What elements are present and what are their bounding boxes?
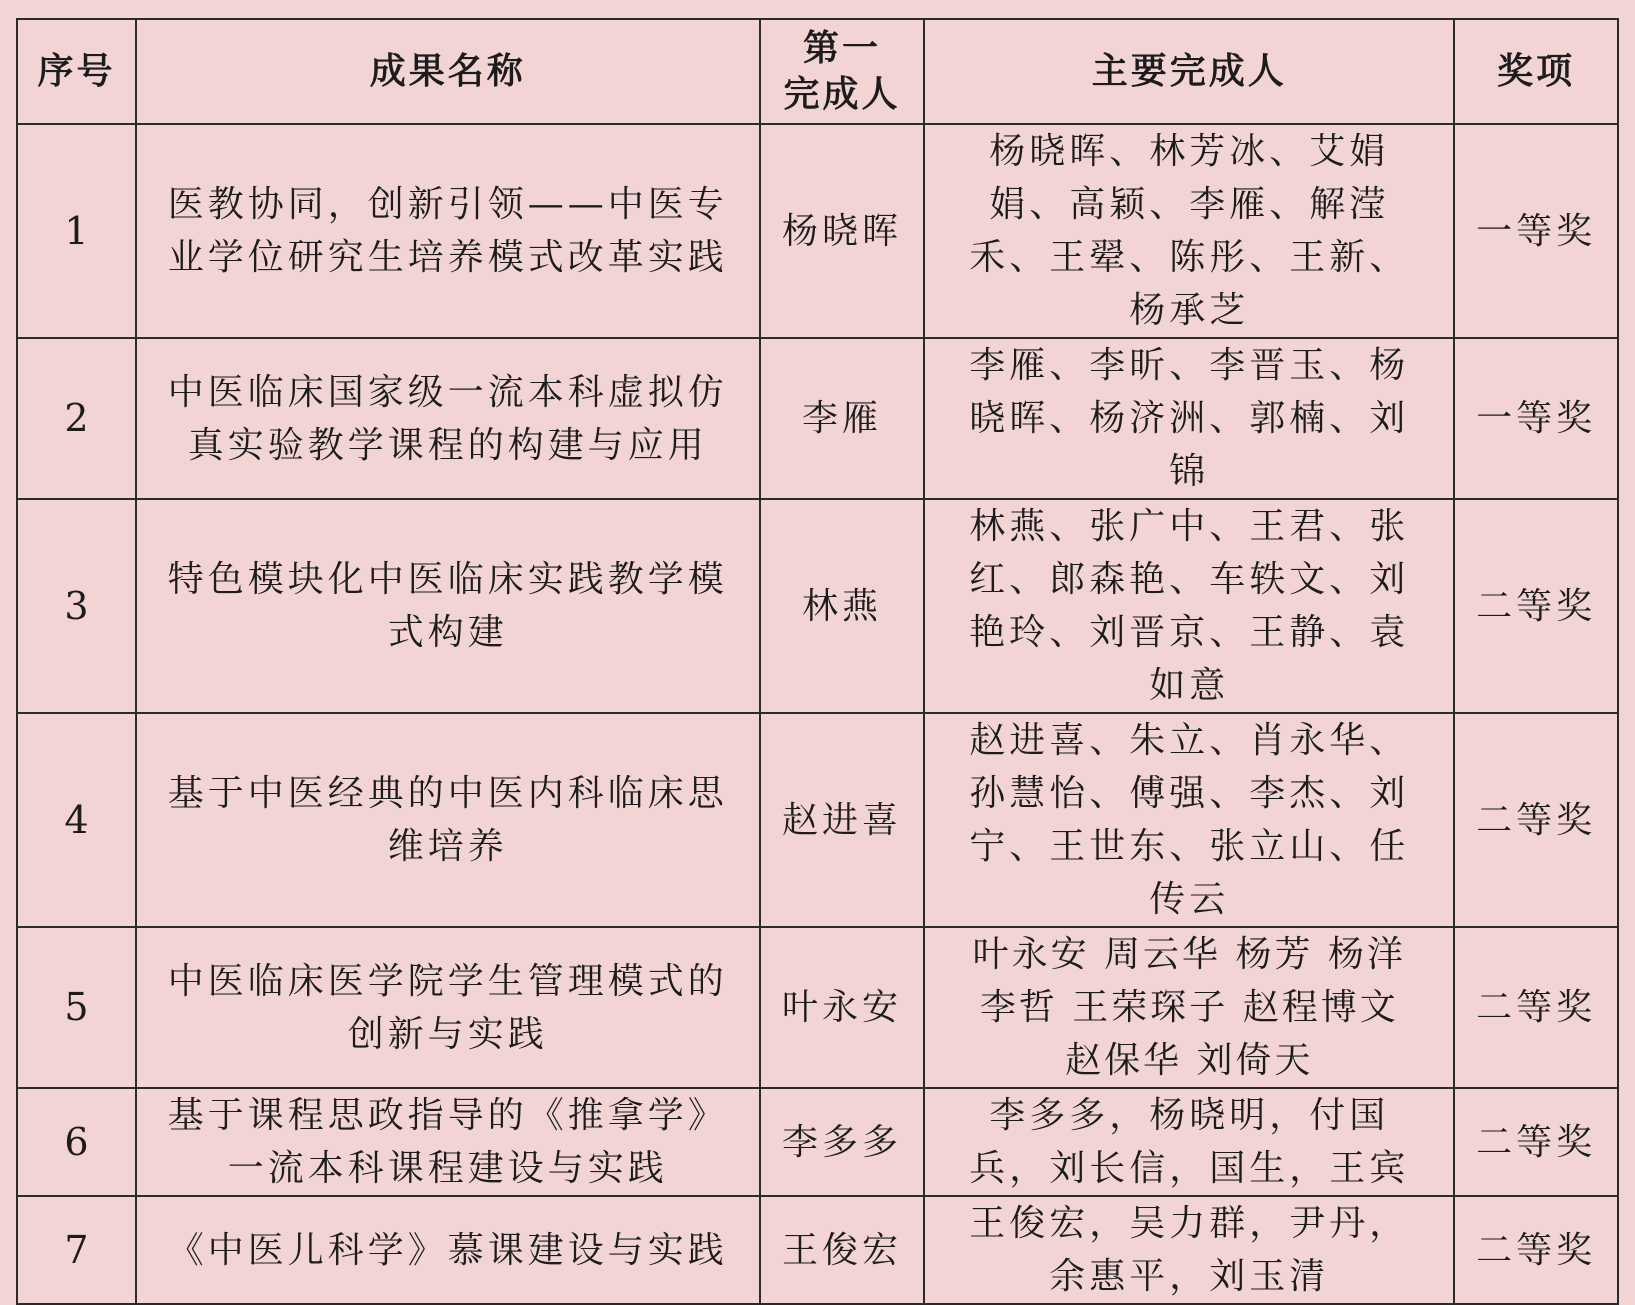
achievement-title: 《中医儿科学》慕课建设与实践 <box>136 1196 760 1304</box>
row-index: 2 <box>17 338 136 499</box>
table-row <box>17 1088 1618 1196</box>
table-row <box>17 1196 1618 1304</box>
row-index: 7 <box>17 1196 136 1304</box>
main-authors: 李多多，杨晓明，付国兵，刘长信，国生，王宾 <box>924 1088 1454 1196</box>
table-row <box>17 338 1618 499</box>
table-row <box>17 499 1618 713</box>
first-author: 王俊宏 <box>760 1196 925 1304</box>
first-author: 杨晓晖 <box>760 124 925 338</box>
first-author: 叶永安 <box>760 927 925 1088</box>
main-authors: 林燕、张广中、王君、张红、郎森艳、车轶文、刘艳玲、刘晋京、王静、袁如意 <box>924 499 1454 713</box>
header-index: 序号 <box>17 19 136 124</box>
first-author: 李雁 <box>760 338 925 499</box>
achievement-title: 医教协同，创新引领——中医专业学位研究生培养模式改革实践 <box>136 124 760 338</box>
header-main-authors: 主要完成人 <box>924 19 1454 124</box>
award-level: 二等奖 <box>1454 927 1618 1088</box>
achievement-title: 中医临床医学院学生管理模式的创新与实践 <box>136 927 760 1088</box>
achievement-title: 基于课程思政指导的《推拿学》一流本科课程建设与实践 <box>136 1088 760 1196</box>
table-row <box>17 927 1618 1088</box>
award-level: 一等奖 <box>1454 124 1618 338</box>
first-author: 林燕 <box>760 499 925 713</box>
table-header-row <box>17 19 1618 124</box>
first-author: 李多多 <box>760 1088 925 1196</box>
award-level: 二等奖 <box>1454 713 1618 927</box>
row-index: 4 <box>17 713 136 927</box>
main-authors: 李雁、李昕、李晋玉、杨晓晖、杨济洲、郭楠、刘锦 <box>924 338 1454 499</box>
row-index: 1 <box>17 124 136 338</box>
header-title: 成果名称 <box>136 19 760 124</box>
first-author: 赵进喜 <box>760 713 925 927</box>
row-index: 6 <box>17 1088 136 1196</box>
award-level: 二等奖 <box>1454 499 1618 713</box>
award-level: 二等奖 <box>1454 1088 1618 1196</box>
award-table <box>16 18 1619 1305</box>
award-level: 二等奖 <box>1454 1196 1618 1304</box>
table-row <box>17 124 1618 338</box>
main-authors: 叶永安 周云华 杨芳 杨洋 李哲 王荣琛子 赵程博文 赵保华 刘倚天 <box>924 927 1454 1088</box>
award-level: 一等奖 <box>1454 338 1618 499</box>
achievement-title: 特色模块化中医临床实践教学模式构建 <box>136 499 760 713</box>
row-index: 3 <box>17 499 136 713</box>
header-award: 奖项 <box>1454 19 1618 124</box>
header-first-author: 第一 完成人 <box>760 19 925 124</box>
main-authors: 杨晓晖、林芳冰、艾娟娟、高颖、李雁、解滢禾、王翚、陈彤、王新、杨承芝 <box>924 124 1454 338</box>
achievement-title: 中医临床国家级一流本科虚拟仿真实验教学课程的构建与应用 <box>136 338 760 499</box>
main-authors: 王俊宏，吴力群，尹丹，余惠平，刘玉清 <box>924 1196 1454 1304</box>
main-authors: 赵进喜、朱立、肖永华、孙慧怡、傅强、李杰、刘宁、王世东、张立山、任传云 <box>924 713 1454 927</box>
row-index: 5 <box>17 927 136 1088</box>
table-row <box>17 713 1618 927</box>
achievement-title: 基于中医经典的中医内科临床思维培养 <box>136 713 760 927</box>
